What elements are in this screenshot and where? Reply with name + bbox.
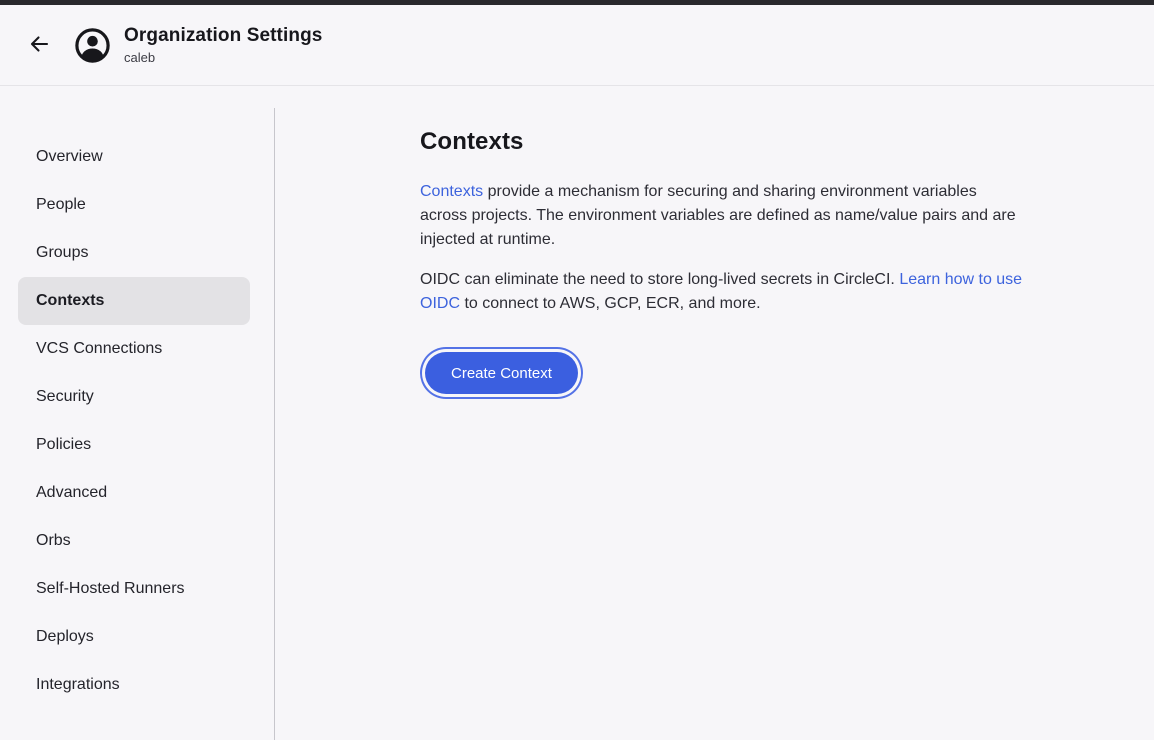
sidebar-item-selected[interactable] [18, 277, 250, 325]
page-title: Organization Settings [124, 25, 323, 46]
sidebar-item-label: Advanced [36, 484, 108, 501]
header-title-block [124, 24, 322, 66]
contexts-docs-link[interactable]: Contexts [420, 183, 484, 200]
sidebar-item-label: Self-Hosted Runners [36, 580, 185, 597]
sidebar-item[interactable] [18, 613, 250, 661]
sidebar-item-label: Contexts [36, 292, 105, 309]
sidebar-item[interactable] [18, 229, 250, 277]
sidebar-item-label: People [36, 196, 86, 213]
sidebar-item[interactable] [18, 181, 250, 229]
left-arrow-icon [27, 32, 51, 59]
sidebar-item-label: Policies [36, 436, 92, 453]
sidebar-item[interactable] [18, 373, 250, 421]
contexts-description-text: provide a mechanism for securing and sharing environment variables across projects. The environment variables are defined as name/value pairs and are injected at runtime. [420, 183, 1016, 248]
contexts-content [420, 124, 1025, 394]
sidebar-item-label: Overview [36, 148, 103, 165]
oidc-description [420, 268, 1025, 316]
sidebar-item[interactable] [18, 517, 250, 565]
back-button[interactable] [19, 25, 59, 65]
sidebar-item[interactable] [18, 469, 250, 517]
sidebar-item[interactable] [18, 661, 250, 709]
sidebar-divider [274, 108, 275, 740]
sidebar-item-label: VCS Connections [36, 340, 163, 357]
sidebar-item-label: Orbs [36, 532, 71, 549]
oidc-description-text: OIDC can eliminate the need to store long-lived secrets in CircleCI. [420, 271, 900, 288]
sidebar-item-label: Security [36, 388, 94, 405]
contexts-description [420, 180, 1025, 252]
oidc-docs-link[interactable]: Learn how to use OIDC [420, 271, 1023, 312]
organization-avatar-icon [74, 27, 111, 64]
settings-sidebar [0, 86, 274, 709]
sidebar-item[interactable] [18, 565, 250, 613]
organization-name: caleb [124, 50, 156, 65]
content-heading: Contexts [420, 128, 524, 155]
page-header [0, 5, 1154, 86]
oidc-description-tail: to connect to AWS, GCP, ECR, and more. [460, 295, 761, 312]
sidebar-item[interactable] [18, 421, 250, 469]
sidebar-item-label: Integrations [36, 676, 120, 693]
actions-row [420, 352, 1025, 394]
sidebar-item-label: Groups [36, 244, 89, 261]
sidebar-item[interactable] [18, 325, 250, 373]
create-context-button[interactable]: Create Context [425, 352, 578, 394]
sidebar-item[interactable] [18, 133, 250, 181]
sidebar-item-label: Deploys [36, 628, 94, 645]
